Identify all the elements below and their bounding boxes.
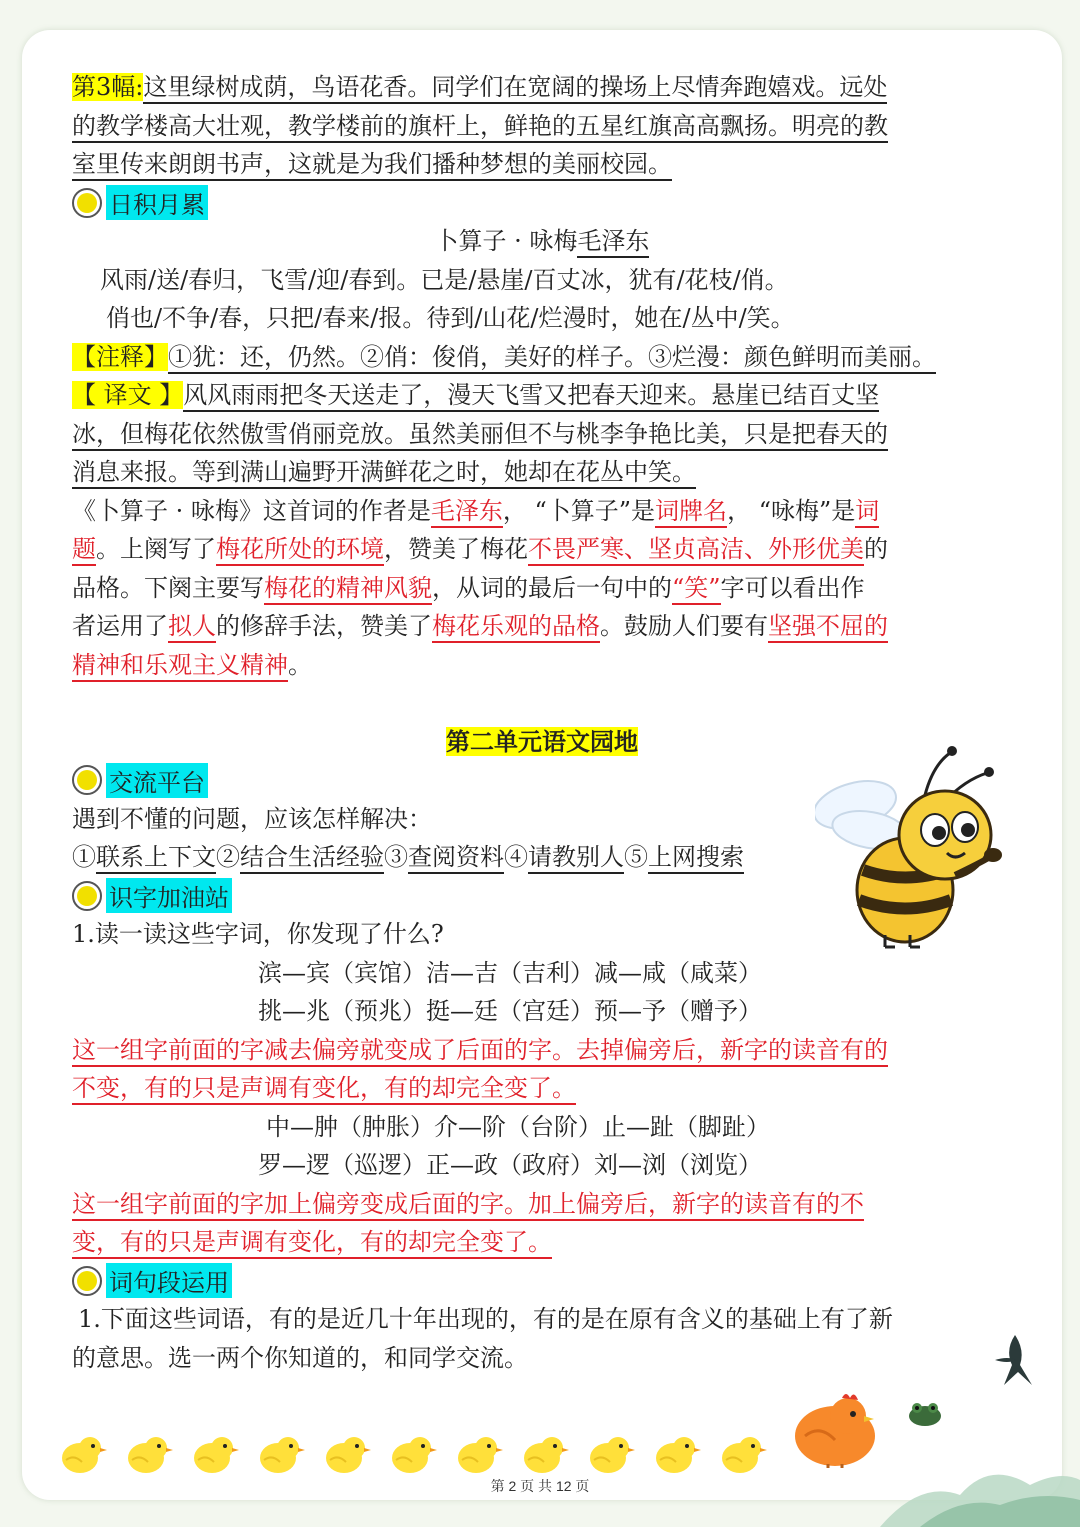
chick-icon [458, 1437, 503, 1473]
group1-line2: 挑—兆（预兆）挺—廷（宫廷）预—予（赠予） [258, 997, 762, 1025]
chick-row [60, 1430, 780, 1480]
chick-icon [656, 1437, 701, 1473]
para3-line2: 的教学楼高大壮观，教学楼前的旗杆上，鲜艳的五星红旗高高飘扬。明亮的教 [72, 107, 1012, 146]
para3-line1: 第3幅:这里绿树成荫，鸟语花香。同学们在宽阔的操场上尽情奔跑嬉戏。远处 [72, 68, 1012, 107]
chick-icon [590, 1437, 635, 1473]
jiaoliu-methods: ①联系上下文②结合生活经验③查阅资料④请教别人⑤上网搜索 [72, 838, 1012, 877]
swallow-icon [990, 1330, 1040, 1390]
group1-line1: 滨—宾（宾馆）洁—吉（吉利）减—咸（咸菜） [258, 958, 762, 987]
page-number: 第 2 页 共 12 页 [490, 1478, 590, 1494]
frog-icon [905, 1390, 945, 1430]
chick-icon [326, 1437, 371, 1473]
poem-line2: 俏也/不争/春，只把/春来/报。待到/山花/烂漫时，她在/丛中/笑。 [106, 304, 795, 332]
ciju-heading [72, 1262, 1012, 1301]
jiaoliu-question: 遇到不懂的问题，应该怎样解决： [72, 804, 432, 833]
document-body [72, 68, 1012, 1377]
poem-author: 毛泽东 [577, 227, 649, 258]
analysis-line3: 品格。下阕主要写梅花的精神风貌，从词的最后一句中的“笑”字可以看出作 [72, 569, 1012, 608]
trans-line1: 【 译文 】风风雨雨把冬天送走了，漫天飞雪又把春天迎来。悬崖已结百丈坚 [72, 376, 1012, 415]
analysis-line2: 题。上阕写了梅花所处的环境，赞美了梅花不畏严寒、坚贞高洁、外形优美的 [72, 530, 1012, 569]
bullet-circle-icon [72, 765, 102, 795]
chick-icon [722, 1437, 767, 1473]
jiaoliu-heading-text: 交流平台 [106, 763, 208, 798]
group2-line1: 中—肿（肿胀）介—阶（台阶）止—趾（脚趾） [266, 1112, 770, 1141]
chick-icon [524, 1437, 569, 1473]
note-label: 【注释】 [72, 342, 168, 371]
poem-title: 卜算子 · 咏梅毛泽东 [72, 222, 1012, 261]
ans1-line2: 不变，有的只是声调有变化，有的却完全变了。 [72, 1069, 1012, 1108]
chick-icon [260, 1437, 305, 1473]
bullet-circle-icon [72, 881, 102, 911]
para3-line3: 室里传来朗朗书声，这就是为我们播种梦想的美丽校园。 [72, 145, 1012, 184]
chick-icon [194, 1437, 239, 1473]
trans-line2: 冰，但梅花依然傲雪俏丽竞放。虽然美丽但不与桃李争艳比美，只是把春天的 [72, 415, 1012, 454]
poem-line1: 风雨/送/春归，飞雪/迎/春到。已是/悬崖/百丈冰，犹有/花枝/俏。 [100, 265, 789, 294]
chick-icon [62, 1437, 107, 1473]
ciju-line1: 1.下面这些词语，有的是近几十年出现的，有的是在原有含义的基础上有了新 [78, 1305, 893, 1333]
shizi-question: 1.读一读这些字词，你发现了什么? [72, 920, 444, 948]
ans2-line1: 这一组字前面的字加上偏旁变成后面的字。加上偏旁后，新字的读音有的不 [72, 1185, 1012, 1224]
group2-line2: 罗—逻（巡逻）正—政（政府）刘—浏（浏览） [258, 1151, 762, 1179]
bee-illustration [815, 745, 1005, 950]
chick-icon [392, 1437, 437, 1473]
analysis-line5: 精神和乐观主义精神。 [72, 646, 1012, 685]
bullet-circle-icon [72, 188, 102, 218]
note-line: 【注释】①犹：还，仍然。②俏：俊俏，美好的样子。③烂漫：颜色鲜明而美丽。 [72, 338, 1012, 377]
riji-heading [72, 184, 1012, 223]
riji-heading-text: 日积月累 [106, 185, 208, 220]
chick-icon [128, 1437, 173, 1473]
bullet-circle-icon [72, 1266, 102, 1296]
ans1-line1: 这一组字前面的字减去偏旁就变成了后面的字。去掉偏旁后，新字的读音有的 [72, 1031, 1012, 1070]
ans2-line2: 变，有的只是声调有变化，有的却完全变了。 [72, 1223, 1012, 1262]
ciju-heading-text: 词句段运用 [106, 1263, 232, 1298]
ciju-line2: 的意思。选一两个你知道的，和同学交流。 [72, 1343, 528, 1372]
trans-line3: 消息来报。等到满山遍野开满鲜花之时，她却在花丛中笑。 [72, 453, 1012, 492]
spacer [72, 684, 1012, 723]
hen-illustration [790, 1388, 880, 1468]
analysis-line4: 者运用了拟人的修辞手法，赞美了梅花乐观的品格。鼓励人们要有坚强不屈的 [72, 607, 1012, 646]
unit2-title: 第二单元语文园地 [446, 726, 638, 756]
trans-label: 【 译文 】 [72, 381, 184, 409]
para3-label: 第3幅: [72, 73, 144, 101]
analysis-line1: 《卜算子 · 咏梅》这首词的作者是毛泽东， “卜算子”是词牌名， “咏梅”是词 [72, 492, 1012, 531]
shizi-heading-text: 识字加油站 [106, 878, 232, 913]
